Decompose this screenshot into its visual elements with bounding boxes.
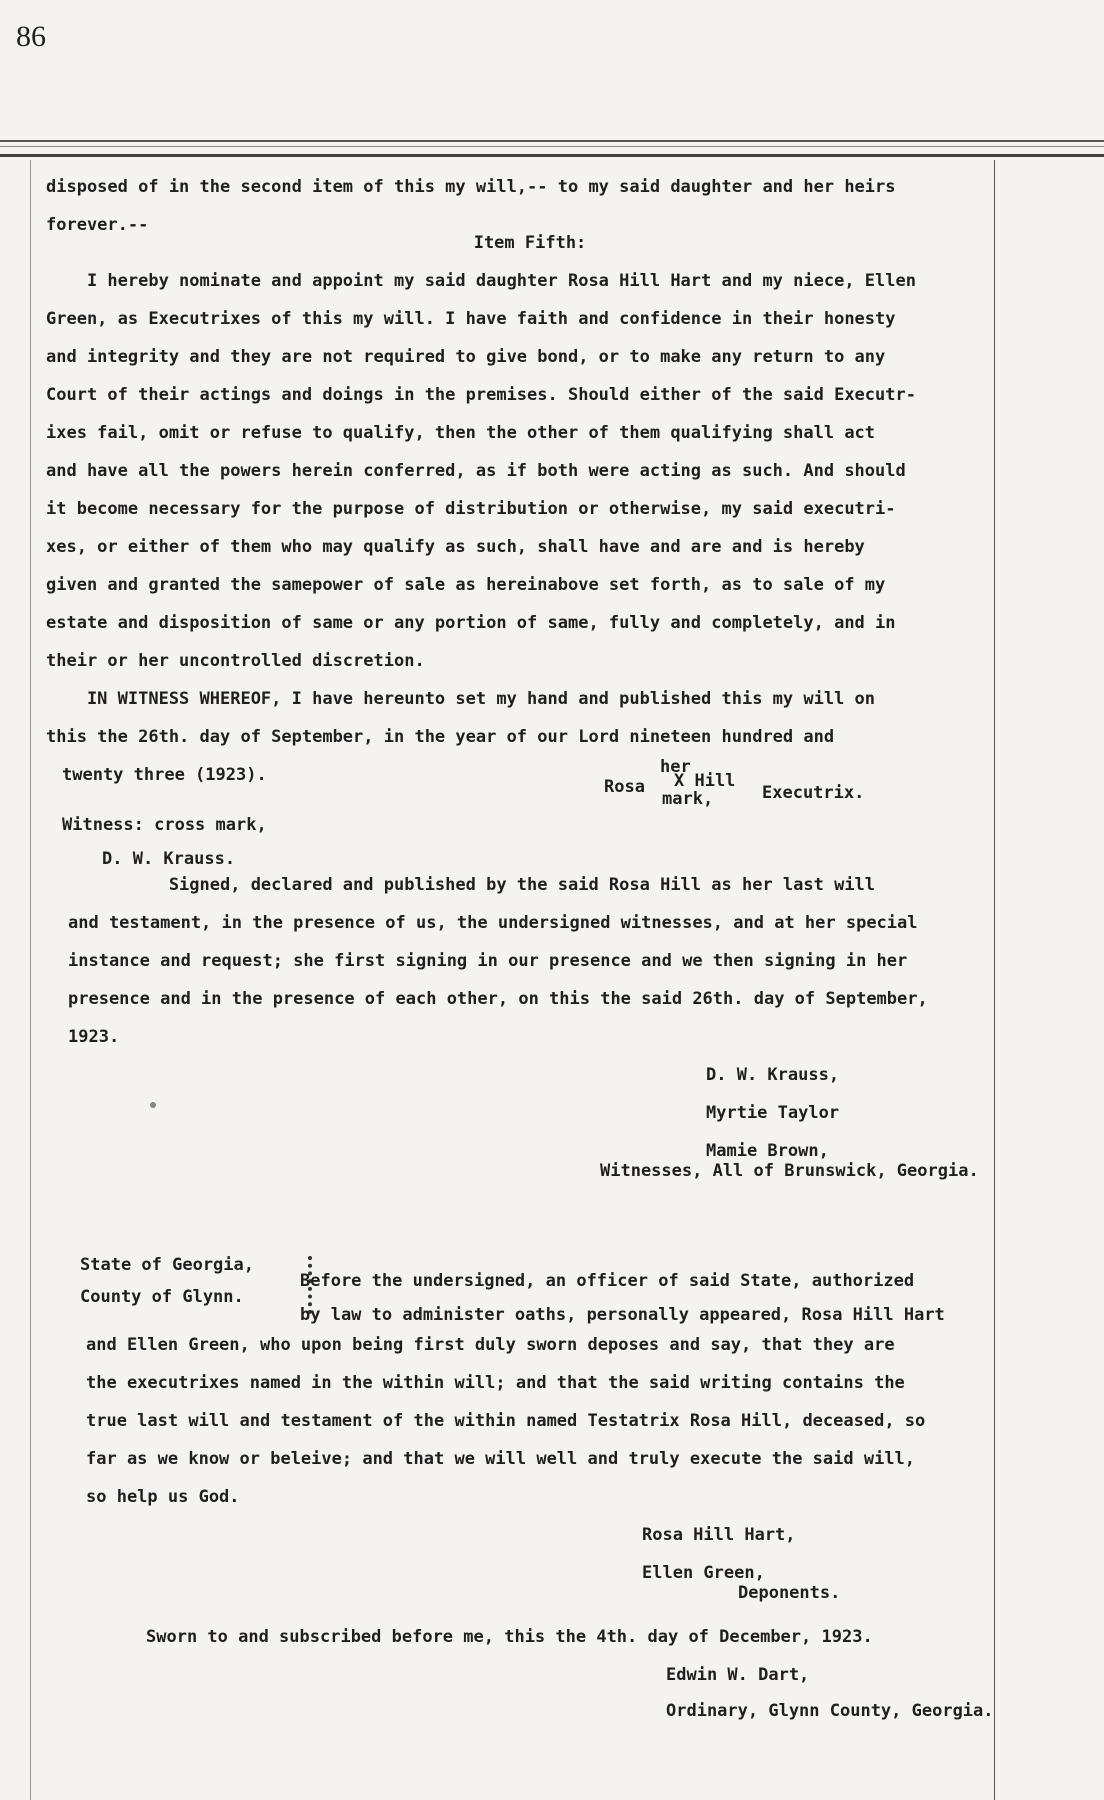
testatrix-name: Rosa — [604, 777, 645, 797]
item-heading: Item Fifth: — [473, 233, 587, 253]
item-fifth-line: Court of their actings and doings in the premises. Should either of the said Executr- — [46, 385, 916, 405]
attestation-line: presence and in the presence of each other, on this the said 26th. day of September, — [68, 989, 928, 1009]
jurat-line: Sworn to and subscribed before me, this the 4th. day of December, 1923. — [146, 1627, 873, 1647]
item-fifth-line: estate and disposition of same or any portion of same, fully and completely, and in — [46, 613, 896, 633]
body-line: disposed of in the second item of this my will,-- to my said daughter and her heirs — [46, 177, 896, 197]
witness-clause-line: this the 26th. day of September, in the year of our Lord nineteen hundred and — [46, 727, 835, 747]
page-number: 86 — [16, 20, 46, 53]
affidavit-line: true last will and testament of the within named Testatrix Rosa Hill, deceased, so — [86, 1411, 926, 1431]
officer-name: Edwin W. Dart, — [666, 1665, 810, 1685]
affidavit-line: by law to administer oaths, personally appeared, Rosa Hill Hart — [300, 1305, 945, 1325]
attestation-line: Signed, declared and published by the said Rosa Hill as her last will — [46, 875, 876, 895]
deponents-block — [46, 1516, 1014, 1618]
item-fifth-line: and integrity and they are not required to give bond, or to make any return to any — [46, 347, 886, 367]
venue-county: County of Glynn. — [80, 1287, 244, 1307]
witness-signature: Mamie Brown, — [706, 1141, 829, 1161]
witness-signature: D. W. Krauss, — [706, 1065, 840, 1085]
affidavit-line: and Ellen Green, who upon being first duly sworn deposes and say, that they are — [86, 1335, 895, 1355]
body-line: forever.-- — [46, 215, 149, 235]
mark-label: mark, — [662, 789, 714, 809]
testatrix-signature-block — [46, 756, 1014, 869]
witnesses-footer: Witnesses, All of Brunswick, Georgia. — [600, 1161, 979, 1181]
attestation-line: instance and request; she first signing in our presence and we then signing in her — [68, 951, 908, 971]
item-fifth-line: xes, or either of them who may qualify as such, shall have and are and is hereby — [46, 537, 865, 557]
affidavit-line: far as we know or beleive; and that we will well and truly execute the said will, — [86, 1449, 916, 1469]
item-fifth-line: it become necessary for the purpose of distribution or otherwise, my said executri- — [46, 499, 896, 519]
deponent-signature: Rosa Hill Hart, — [642, 1525, 796, 1545]
item-fifth-line: ixes fail, omit or refuse to qualify, then the other of them qualifying shall act — [46, 423, 876, 443]
item-fifth-line: given and granted the samepower of sale as hereinabove set forth, as to sale of my — [46, 575, 886, 595]
item-fifth-line: Green, as Executrixes of this my will. I have faith and confidence in their honesty — [46, 309, 896, 329]
witness-signature: Myrtie Taylor — [706, 1103, 840, 1123]
witness-label: Witness: cross mark, — [62, 815, 267, 835]
affidavit-line: the executrixes named in the within will; and that the said writing contains the — [86, 1373, 905, 1393]
item-fifth-line: their or her uncontrolled discretion. — [46, 651, 425, 671]
attestation-line: and testament, in the presence of us, the undersigned witnesses, and at her special — [68, 913, 918, 933]
affidavit-line: so help us God. — [86, 1487, 240, 1507]
left-margin-line — [30, 160, 31, 1800]
witness-name: D. W. Krauss. — [102, 849, 236, 869]
witness-clause-line: twenty three (1923). — [62, 765, 267, 785]
venue-state: State of Georgia, — [80, 1255, 254, 1275]
mark-x-hill: X Hill — [674, 771, 736, 791]
ledger-rule — [0, 140, 1104, 157]
item-fifth-line: and have all the powers herein conferred, as if both were acting as such. And should — [46, 461, 906, 481]
mark-her: her — [660, 757, 691, 777]
attestation-line: 1923. — [68, 1027, 120, 1047]
officer-title: Ordinary, Glynn County, Georgia. — [666, 1701, 994, 1721]
witness-clause-line: IN WITNESS WHEREOF, I have hereunto set my hand and published this my will on — [46, 689, 876, 709]
officer-block — [46, 1656, 1014, 1736]
affidavit-line: Before the undersigned, an officer of said State, authorized — [300, 1271, 915, 1291]
will-document — [46, 168, 1014, 1736]
venue-block — [46, 1246, 1014, 1326]
deponents-label: Deponents. — [738, 1583, 841, 1603]
witness-signatures — [46, 1056, 1014, 1246]
deponent-signature: Ellen Green, — [642, 1563, 765, 1583]
ink-smudge — [150, 1102, 156, 1108]
executrix-title: Executrix. — [762, 783, 865, 803]
item-fifth-line: I hereby nominate and appoint my said daughter Rosa Hill Hart and my niece, Ellen — [46, 271, 916, 291]
